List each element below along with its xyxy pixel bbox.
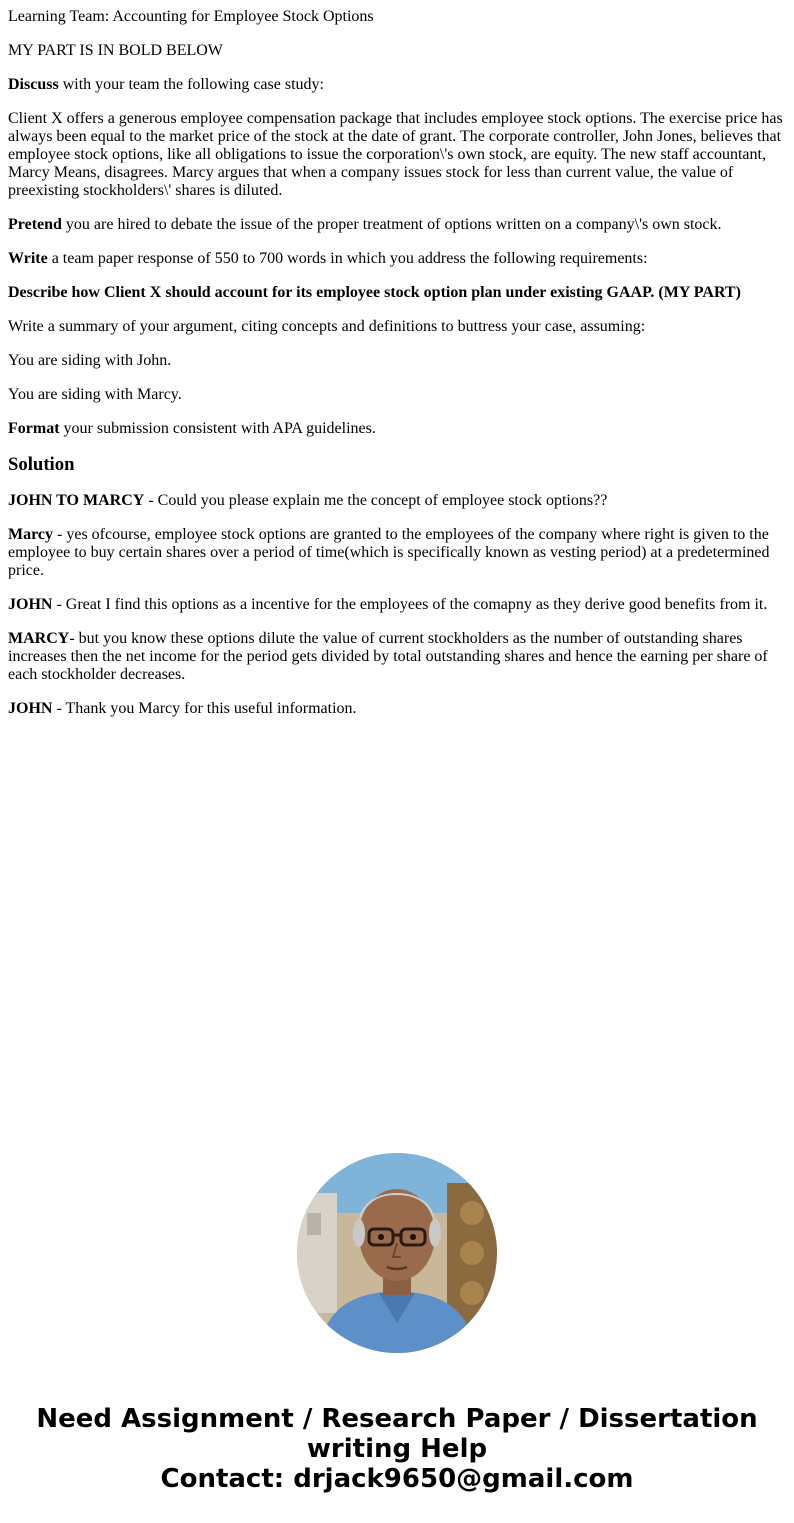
dialogue-speaker: JOHN [8, 596, 53, 613]
case-study-text: Client X offers a generous employee compensation package that includes employee stock options. The exercise price has always been equal to the market price of the stock at the date of grant. The corporate controller, John Jones, believes that employee stock options, like all obligations to issue the corporation\'s own stock, are equity. The new staff accountant, Marcy Means, disagrees. Marcy argues that when a company issues stock for less than current value, the value of preexisting stockholders\' shares is diluted. [8, 110, 783, 199]
format-rest: your submission consistent with APA guidelines. [59, 420, 376, 437]
dialogue-text: - Thank you Marcy for this useful information. [52, 700, 357, 717]
dialogue-speaker: MARCY [8, 630, 70, 647]
dialogue-line [8, 596, 786, 614]
dialogue-speaker: JOHN TO MARCY [8, 492, 145, 509]
dialogue-text: - yes ofcourse, employee stock options are granted to the employees of the company where right is given to the employee to buy certain shares over a period of time(which is specifically known as vesting period) at a predetermined price. [8, 526, 770, 579]
siding-marcy: You are siding with Marcy. [8, 386, 182, 403]
person-portrait-icon [297, 1153, 497, 1353]
dialogue-line [8, 492, 786, 510]
solution-heading: Solution [8, 454, 75, 475]
summary-requirement: Write a summary of your argument, citing concepts and definitions to buttress your case, assuming: [8, 318, 646, 335]
cta-line: writing Help [306, 1434, 488, 1464]
author-avatar [297, 1153, 497, 1353]
pretend-lead: Pretend [8, 216, 62, 233]
dialogue-text: - but you know these options dilute the value of current stockholders as the number of outstanding shares increases then the net income for the period gets divided by total outstanding shares and hence the earning per share of each stockholder decreases. [8, 630, 768, 683]
write-rest: a team paper response of 550 to 700 words in which you address the following requirements: [47, 250, 648, 267]
dialogue-line [8, 700, 786, 718]
document-title: Learning Team: Accounting for Employee Stock Options [8, 8, 374, 25]
format-lead: Format [8, 420, 60, 437]
document-content [8, 8, 786, 718]
describe-bold: Describe how Client X should account for its employee stock option plan under existing GAAP. (MY PART) [8, 284, 741, 301]
dialogue-line [8, 526, 786, 580]
write-lead: Write [8, 250, 48, 267]
dialogue-text: - Great I find this options as a incentive for the employees of the comapny as they derive good benefits from it. [52, 596, 768, 613]
pretend-rest: you are hired to debate the issue of the proper treatment of options written on a company\'s own stock. [61, 216, 722, 233]
cta-line: Need Assignment / Research Paper / Dissertation [36, 1404, 758, 1434]
describe-requirement [8, 284, 786, 302]
siding-john: You are siding with John. [8, 352, 172, 369]
dialogue-line [8, 630, 786, 684]
discuss-paragraph [8, 76, 786, 94]
dialogue-speaker: Marcy [8, 526, 54, 543]
format-paragraph [8, 420, 786, 438]
dialogue-text: - Could you please explain me the concept of employee stock options?? [144, 492, 608, 509]
contact-banner [0, 1404, 794, 1494]
my-part-note: MY PART IS IN BOLD BELOW [8, 42, 223, 59]
discuss-lead: Discuss [8, 76, 59, 93]
dialogue-speaker: JOHN [8, 700, 53, 717]
discuss-rest: with your team the following case study: [58, 76, 324, 93]
contact-email: Contact: drjack9650@gmail.com [160, 1464, 634, 1494]
pretend-paragraph [8, 216, 786, 234]
write-paragraph [8, 250, 786, 268]
